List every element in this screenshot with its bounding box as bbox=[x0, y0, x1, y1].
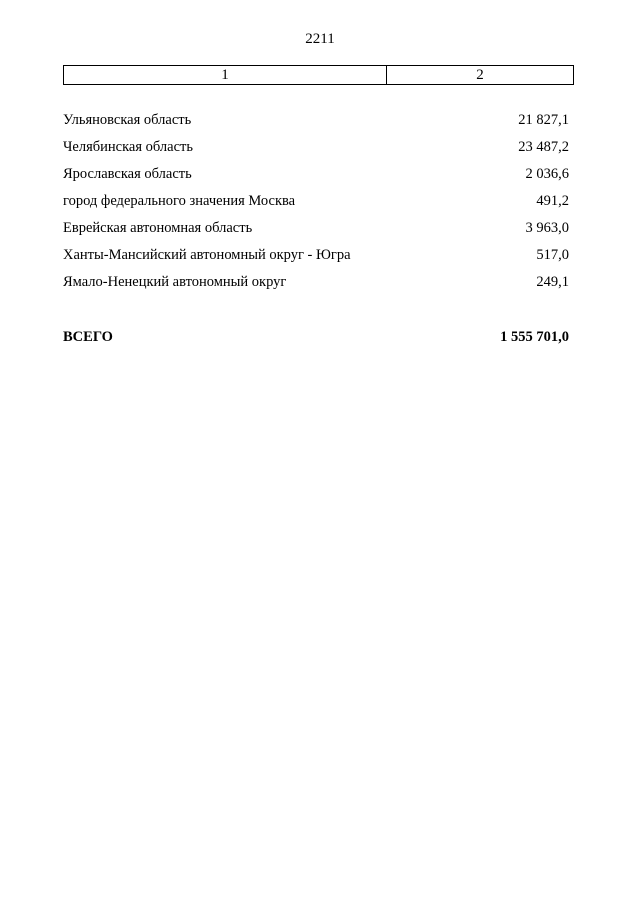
region-name: город федерального значения Москва bbox=[63, 193, 296, 209]
region-value: 249,1 bbox=[536, 274, 569, 290]
header-column-2: 2 bbox=[476, 66, 484, 83]
region-name: Челябинская область bbox=[63, 139, 193, 155]
page-number: 2211 bbox=[305, 31, 335, 47]
region-name: Ямало-Ненецкий автономный округ bbox=[63, 274, 287, 290]
region-value: 21 827,1 bbox=[518, 112, 569, 128]
table-row bbox=[63, 135, 569, 162]
table-row bbox=[63, 216, 569, 243]
table-header bbox=[63, 65, 574, 85]
region-name: Ярославская область bbox=[63, 166, 192, 182]
region-name: Еврейская автономная область bbox=[63, 220, 253, 236]
region-value: 3 963,0 bbox=[525, 220, 569, 236]
region-value: 23 487,2 bbox=[518, 139, 569, 155]
table-row bbox=[63, 270, 569, 297]
header-column-1: 1 bbox=[64, 66, 387, 84]
region-value: 491,2 bbox=[536, 193, 569, 209]
region-value: 517,0 bbox=[536, 247, 569, 263]
region-value: 2 036,6 bbox=[525, 166, 569, 182]
total-label: ВСЕГО bbox=[63, 329, 113, 345]
total-row bbox=[63, 325, 569, 349]
region-name: Ханты-Мансийский автономный округ - Югра bbox=[63, 247, 351, 263]
region-name: Ульяновская область bbox=[63, 112, 192, 128]
region-list bbox=[63, 108, 569, 297]
table-row bbox=[63, 162, 569, 189]
table-row bbox=[63, 243, 569, 270]
table-row bbox=[63, 189, 569, 216]
table-row bbox=[63, 108, 569, 135]
total-value: 1 555 701,0 bbox=[500, 329, 569, 345]
